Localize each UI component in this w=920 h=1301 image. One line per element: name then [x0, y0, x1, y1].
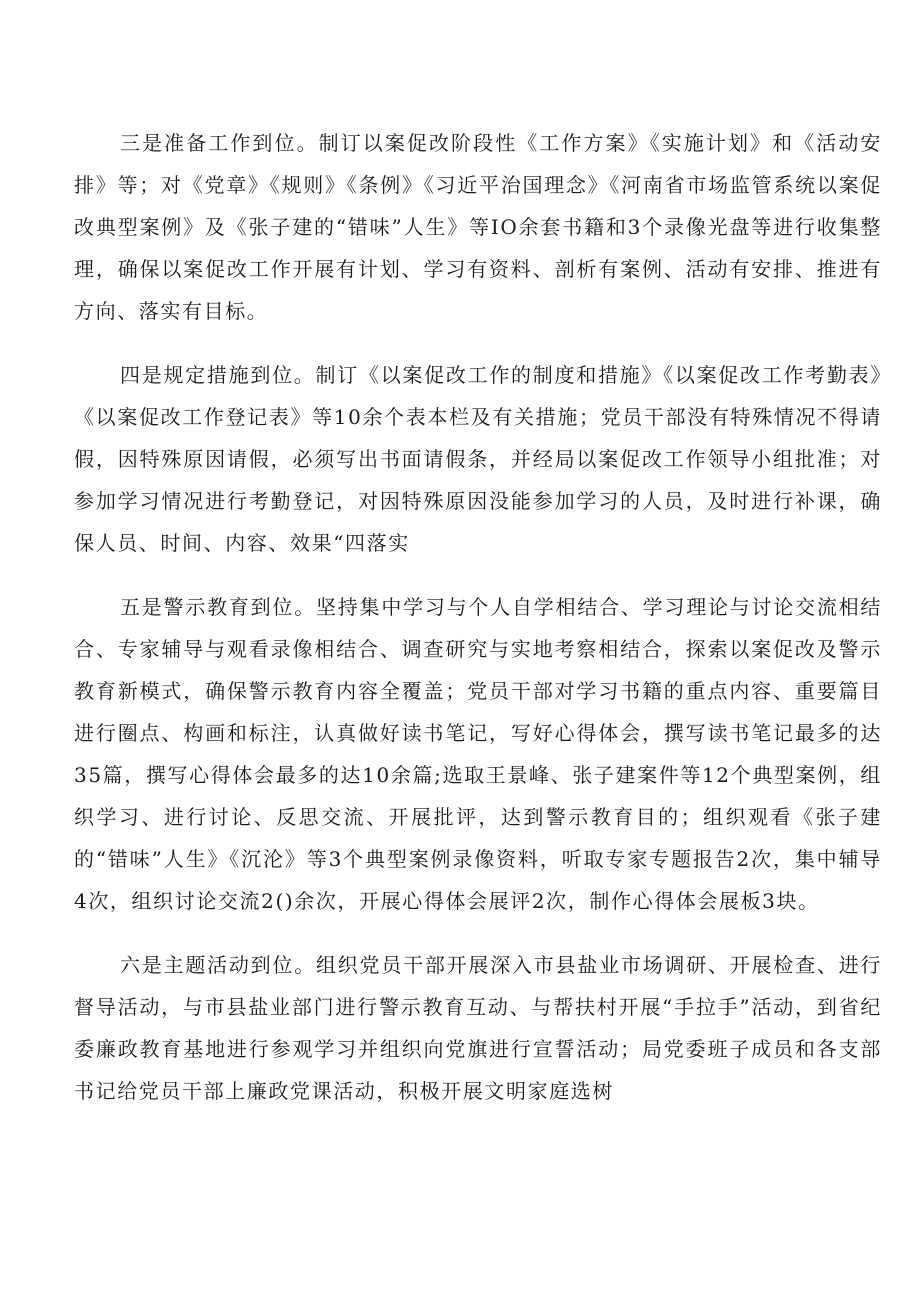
- paragraph-measures: 四是规定措施到位。制订《以案促改工作的制度和措施》《以案促改工作考勤表》《以案促改工作登记表》等10余个表本栏及有关措施；党员干部没有特殊情况不得请假，因特殊原因请假，必须写出书面请假条，并经局以案促改工作领导小组批准；对参加学习情况进行考勤登记，对因特殊原因没能参加学习的人员，及时进行补课，确保人员、时间、内容、效果“四落实: [74, 363, 882, 555]
- paragraph-preparation: 三是准备工作到位。制订以案促改阶段性《工作方案》《实施计划》和《活动安排》等；对《党章》《规则》《条例》《习近平治国理念》《河南省市场监管系统以案促改典型案例》及《张子建的“错味”人生》等IO余套书籍和3个录像光盘等进行收集整理，确保以案促改工作开展有计划、学习有资料、剖析有案例、活动有安排、推进有方向、落实有目标。: [74, 131, 882, 323]
- paragraph-warning-education: 五是警示教育到位。坚持集中学习与个人自学相结合、学习理论与讨论交流相结合、专家辅导与观看录像相结合、调查研究与实地考察相结合，探索以案促改及警示教育新模式，确保警示教育内容全覆盖；党员干部对学习书籍的重点内容、重要篇目进行圈点、构画和标注，认真做好读书笔记，写好心得体会，撰写读书笔记最多的达35篇，撰写心得体会最多的达10余篇;选取王景峰、张子建案件等12个典型案例，组织学习、进行讨论、反思交流、开展批评，达到警示教育目的；组织观看《张子建的“错味”人生》《沉沦》等3个典型案例录像资料，听取专家专题报告2次，集中辅导4次，组织讨论交流2()余次，开展心得体会展评2次，制作心得体会展板3块。: [74, 595, 882, 913]
- paragraph-theme-activities: 六是主题活动到位。组织党员干部开展深入市县盐业市场调研、开展检查、进行督导活动，与市县盐业部门进行警示教育互动、与帮扶村开展“手拉手”活动，到省纪委廉政教育基地进行参观学习并组织向党旗进行宣誓活动；局党委班子成员和各支部书记给党员干部上廉政党课活动，积极开展文明家庭选树: [74, 953, 882, 1103]
- document-body: [74, 122, 882, 1134]
